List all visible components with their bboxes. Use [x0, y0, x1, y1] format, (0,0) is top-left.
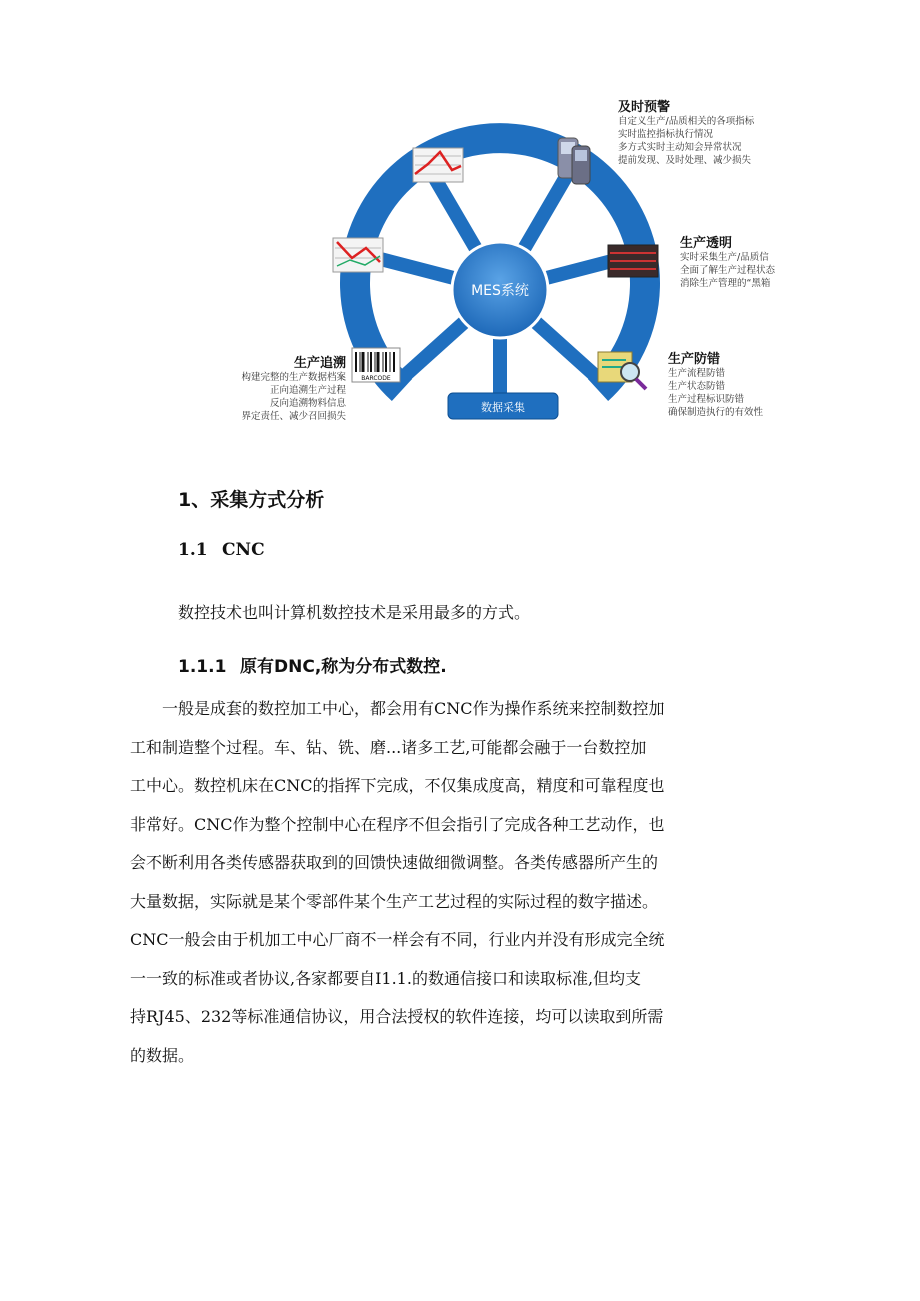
- body-paragraph: [130, 690, 800, 1075]
- section-transparency: [680, 232, 798, 290]
- section-traceability: [200, 352, 346, 423]
- body-line: 的数据。: [130, 1045, 195, 1065]
- section-heading-1: 1、采集方式分析: [178, 489, 325, 511]
- section-warning-title: 及时预警: [618, 100, 671, 115]
- body-line: 非常好。CNC作为整个控制中心在程序不但会指引了完成各种工艺动作，也: [130, 814, 665, 834]
- body-line: 持RJ45、232等标准通信协议，用合法授权的软件连接，均可以读取到所需: [130, 1007, 664, 1026]
- phone-icon: [558, 138, 590, 184]
- body-line: 工和制造整个过程。车、钻、铣、磨...诸多工艺,可能都会融于一台数控加: [130, 737, 647, 757]
- section-heading-1-1-1: [178, 652, 447, 677]
- section-traceability-line: 正向追溯生产过程: [269, 385, 346, 396]
- trend-chart-icon: [333, 238, 383, 272]
- section-error-proofing-line: 确保制造执行的有效性: [668, 407, 764, 418]
- section-traceability-line: 构建完整的生产数据档案: [241, 372, 346, 383]
- section-error-proofing-line: 生产过程标识防错: [668, 394, 745, 405]
- section-transparency-line: 消除生产管理的“黑箱: [680, 278, 771, 289]
- section-error-proofing-line: 生产流程防错: [668, 368, 726, 379]
- section-transparency-line: 全面了解生产过程状态: [680, 265, 776, 276]
- section-transparency-title: 生产透明: [680, 236, 733, 251]
- barcode-text: BARCODE: [361, 375, 391, 382]
- section-warning-line: 提前发现、及时处理、减少损失: [618, 155, 752, 166]
- heading-number: 1.1: [178, 540, 208, 560]
- body-line: 一般是成套的数控加工中心，都会用有CNC作为操作系统来控制数控加: [130, 699, 665, 718]
- heading-title: CNC: [222, 540, 265, 560]
- section-warning: [618, 96, 754, 167]
- body-line: CNC一般会由于机加工中心厂商不一样会有不同，行业内并没有形成完全统: [130, 930, 665, 949]
- section-traceability-title: 生产追溯: [293, 356, 346, 371]
- section-warning-line: 实时监控指标执行情况: [618, 129, 714, 140]
- intro-paragraph: 数控技术也叫计算机数控技术是采用最多的方式。: [178, 603, 531, 622]
- section-warning-line: 自定义生产/品质相关的各项指标: [618, 116, 755, 127]
- body-line: 一一致的标准或者协议,各家都要自I1.1.的数通信接口和读取标准,但均支: [130, 968, 642, 988]
- data-table-icon: [608, 245, 658, 277]
- section-transparency-line: 实时采集生产/品质信: [680, 252, 769, 263]
- section-traceability-line: 界定责任、减少召回损失: [241, 411, 346, 422]
- body-line: 会不断利用各类传感器获取到的回馈快速做细微调整。各类传感器所产生的: [130, 853, 659, 872]
- section-heading-1-1: [178, 540, 265, 560]
- section-error-proofing: [668, 348, 763, 419]
- body-line: 大量数据，实际就是某个零部件某个生产工艺过程的实际过程的数字描述。: [130, 891, 659, 911]
- data-collection-label: 数据采集: [481, 401, 525, 414]
- body-line: 工中心。数控机床在CNC的指挥下完成，不仅集成度高，精度和可靠程度也: [130, 776, 665, 795]
- section-traceability-line: 反向追溯物料信息: [269, 398, 346, 409]
- section-warning-line: 多方式实时主动知会异常状况: [618, 142, 742, 153]
- section-error-proofing-title: 生产防错: [668, 352, 721, 367]
- section-error-proofing-line: 生产状态防错: [668, 381, 726, 392]
- barcode-icon: [352, 348, 400, 382]
- line-chart-icon: [413, 148, 463, 182]
- mes-wheel-figure: [200, 90, 800, 435]
- heading-title: 原有DNC,称为分布式数控.: [240, 657, 447, 677]
- heading-number: 1.1.1: [178, 657, 227, 677]
- hub-label: MES系统: [471, 283, 529, 299]
